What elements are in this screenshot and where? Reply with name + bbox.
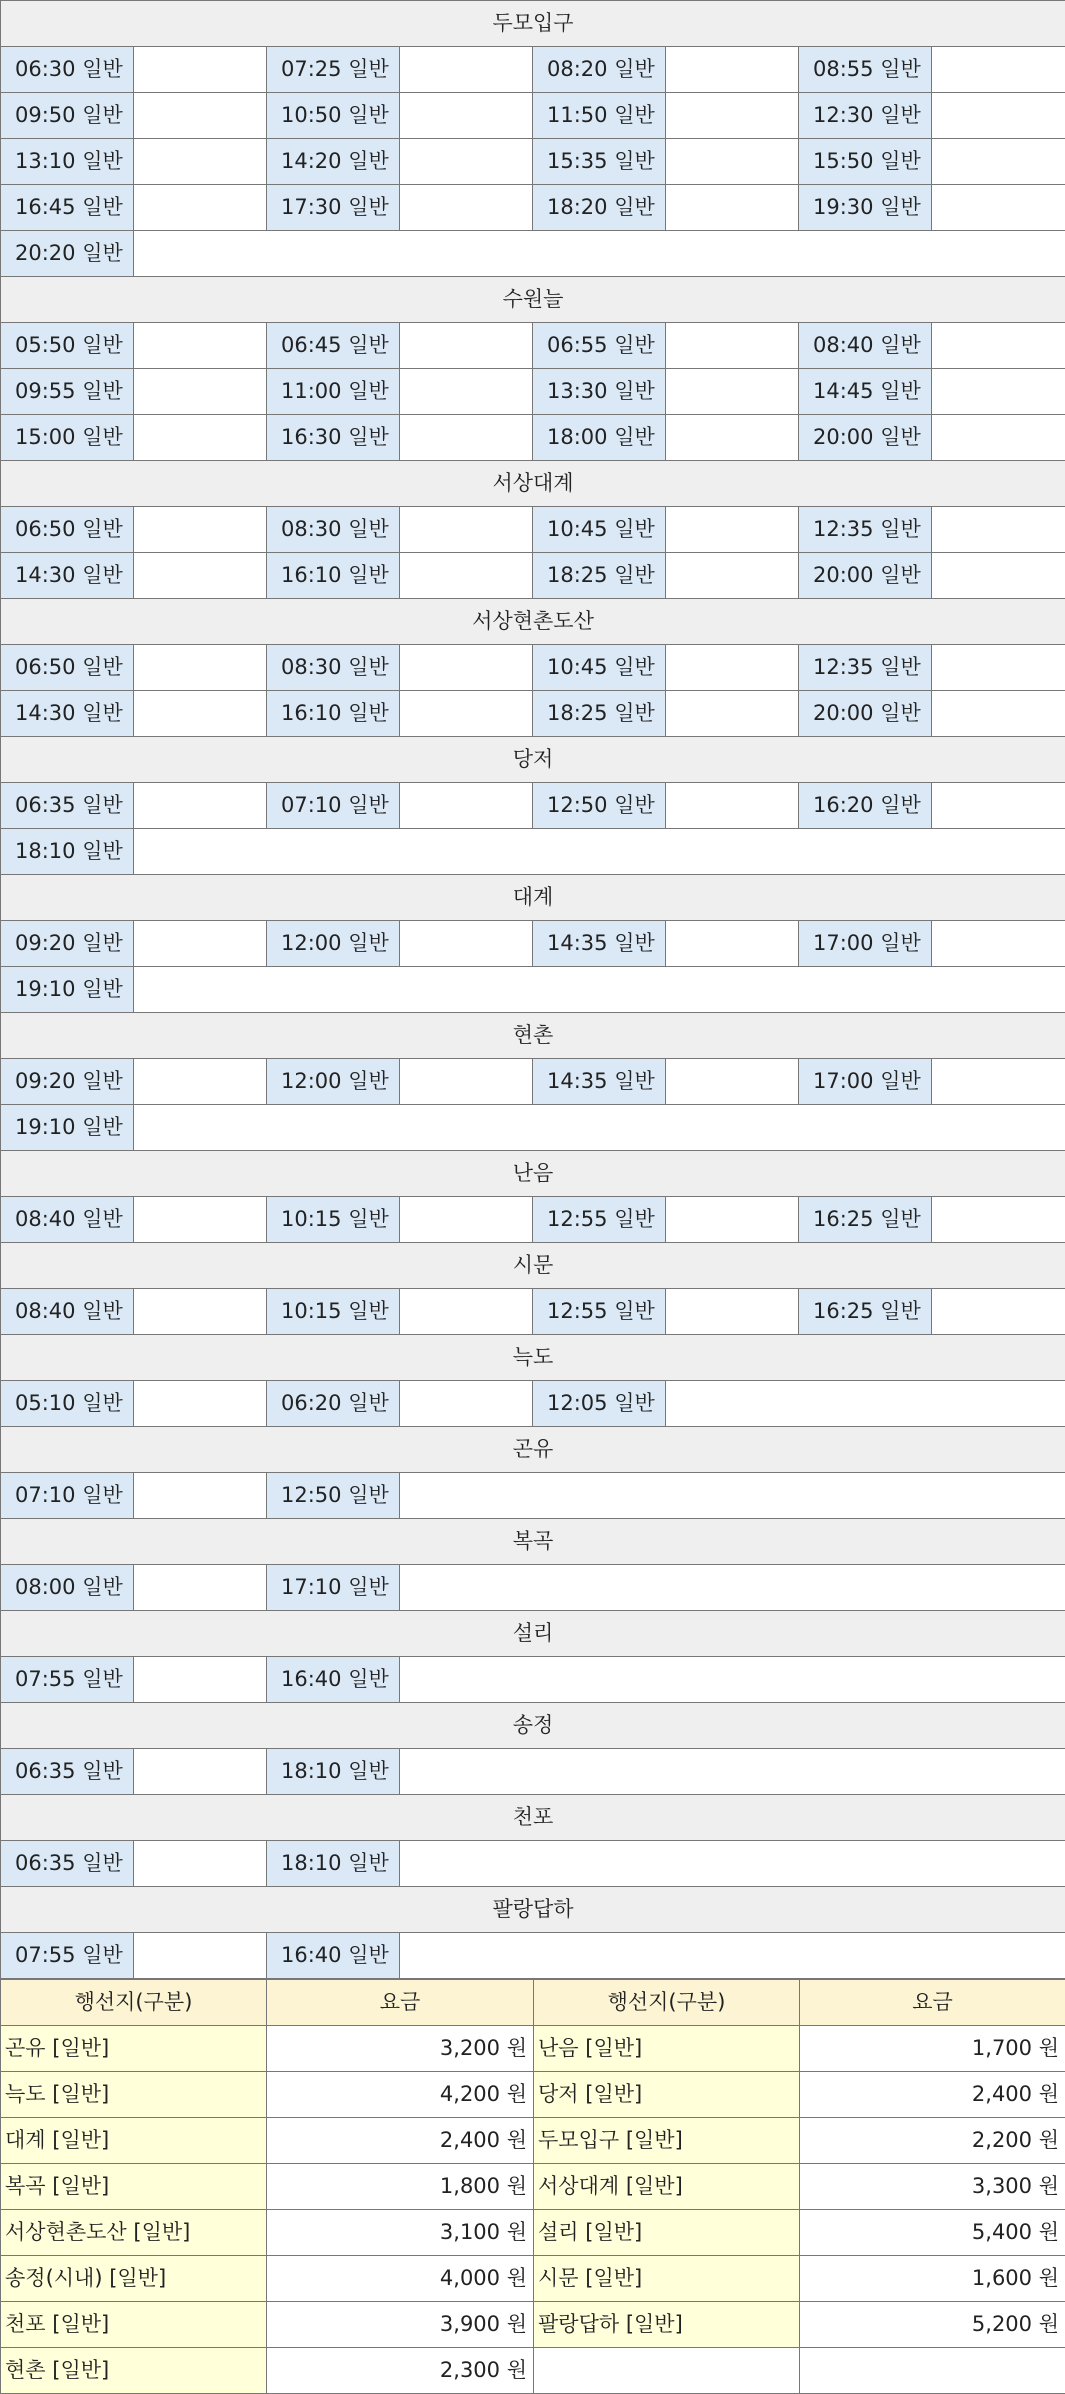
- section-header-row: [1, 1611, 1065, 1657]
- time-row: [1, 1105, 1065, 1151]
- destination-title: 복곡: [1, 1519, 1065, 1565]
- fare-destination: 난음 [일반]: [534, 2026, 800, 2072]
- fare-destination: 설리 [일반]: [534, 2210, 800, 2256]
- section-header-row: [1, 461, 1065, 507]
- destination-title: 현촌: [1, 1013, 1065, 1059]
- empty-cell: [134, 139, 267, 185]
- departure-time: 18:00 일반: [533, 415, 666, 461]
- departure-time: 10:50 일반: [267, 93, 400, 139]
- departure-time: 07:10 일반: [267, 783, 400, 829]
- departure-time: 14:30 일반: [1, 553, 134, 599]
- empty-cell: [134, 415, 267, 461]
- time-row: [1, 1933, 1065, 1979]
- time-row: [1, 1381, 1065, 1427]
- empty-cell: [134, 507, 267, 553]
- empty-cell: [666, 645, 799, 691]
- departure-time: 10:15 일반: [267, 1197, 400, 1243]
- fare-price: 3,900 원: [267, 2302, 534, 2348]
- empty-cell: [666, 507, 799, 553]
- empty-cell: [932, 93, 1065, 139]
- departure-time: 14:35 일반: [533, 1059, 666, 1105]
- departure-time: 19:10 일반: [1, 1105, 134, 1151]
- departure-time: 08:55 일반: [799, 47, 932, 93]
- fare-row: [1, 2256, 1065, 2302]
- time-row: [1, 93, 1065, 139]
- fare-row: [1, 2302, 1065, 2348]
- departure-time: 08:20 일반: [533, 47, 666, 93]
- departure-time: 20:20 일반: [1, 231, 134, 277]
- departure-time: 14:20 일반: [267, 139, 400, 185]
- empty-cell: [666, 691, 799, 737]
- fare-table: [0, 1979, 1065, 2394]
- departure-time: 07:55 일반: [1, 1933, 134, 1979]
- time-row: [1, 1565, 1065, 1611]
- destination-title: 송정: [1, 1703, 1065, 1749]
- destination-column-header: 행선지(구분): [1, 1980, 267, 2026]
- empty-cell: [400, 185, 533, 231]
- time-row: [1, 645, 1065, 691]
- time-row: [1, 231, 1065, 277]
- empty-cell: [134, 185, 267, 231]
- empty-cell: [800, 2348, 1065, 2394]
- empty-cell: [134, 1105, 1065, 1151]
- departure-time: 07:55 일반: [1, 1657, 134, 1703]
- empty-cell: [932, 323, 1065, 369]
- empty-cell: [400, 1289, 533, 1335]
- empty-cell: [666, 1381, 1065, 1427]
- departure-time: 17:00 일반: [799, 1059, 932, 1105]
- fare-price: 2,300 원: [267, 2348, 534, 2394]
- empty-cell: [400, 369, 533, 415]
- empty-cell: [400, 1059, 533, 1105]
- section-header-row: [1, 1887, 1065, 1933]
- departure-time: 15:35 일반: [533, 139, 666, 185]
- time-row: [1, 369, 1065, 415]
- empty-cell: [932, 1059, 1065, 1105]
- destination-title: 대계: [1, 875, 1065, 921]
- empty-cell: [666, 921, 799, 967]
- departure-time: 06:20 일반: [267, 1381, 400, 1427]
- empty-cell: [134, 323, 267, 369]
- destination-title: 서상현촌도산: [1, 599, 1065, 645]
- fare-row: [1, 2026, 1065, 2072]
- empty-cell: [666, 369, 799, 415]
- empty-cell: [134, 553, 267, 599]
- fare-price: 3,200 원: [267, 2026, 534, 2072]
- empty-cell: [932, 921, 1065, 967]
- departure-time: 16:10 일반: [267, 553, 400, 599]
- destination-title: 시문: [1, 1243, 1065, 1289]
- empty-cell: [400, 645, 533, 691]
- departure-time: 18:10 일반: [267, 1841, 400, 1887]
- time-row: [1, 967, 1065, 1013]
- fare-destination: 천포 [일반]: [1, 2302, 267, 2348]
- empty-cell: [666, 415, 799, 461]
- departure-time: 18:25 일반: [533, 553, 666, 599]
- departure-time: 08:00 일반: [1, 1565, 134, 1611]
- departure-time: 17:00 일반: [799, 921, 932, 967]
- fare-price: 3,100 원: [267, 2210, 534, 2256]
- departure-time: 16:20 일반: [799, 783, 932, 829]
- departure-time: 13:10 일반: [1, 139, 134, 185]
- empty-cell: [134, 1933, 267, 1979]
- fare-price: 2,200 원: [800, 2118, 1065, 2164]
- departure-time: 09:55 일반: [1, 369, 134, 415]
- section-header-row: [1, 1795, 1065, 1841]
- departure-time: 13:30 일반: [533, 369, 666, 415]
- time-row: [1, 1749, 1065, 1795]
- empty-cell: [134, 1197, 267, 1243]
- fare-price: 4,200 원: [267, 2072, 534, 2118]
- section-header-row: [1, 1427, 1065, 1473]
- empty-cell: [932, 185, 1065, 231]
- empty-cell: [666, 1289, 799, 1335]
- empty-cell: [134, 1289, 267, 1335]
- fare-price: 2,400 원: [267, 2118, 534, 2164]
- empty-cell: [400, 93, 533, 139]
- departure-time: 12:50 일반: [267, 1473, 400, 1519]
- destination-title: 곤유: [1, 1427, 1065, 1473]
- empty-cell: [400, 1473, 1065, 1519]
- empty-cell: [134, 1565, 267, 1611]
- departure-time: 19:30 일반: [799, 185, 932, 231]
- departure-time: 07:25 일반: [267, 47, 400, 93]
- empty-cell: [134, 921, 267, 967]
- time-row: [1, 1197, 1065, 1243]
- empty-cell: [134, 1059, 267, 1105]
- section-header-row: [1, 1243, 1065, 1289]
- fare-destination: 서상현촌도산 [일반]: [1, 2210, 267, 2256]
- empty-cell: [932, 415, 1065, 461]
- empty-cell: [666, 47, 799, 93]
- fare-row: [1, 2348, 1065, 2394]
- destination-title: 당저: [1, 737, 1065, 783]
- departure-time: 08:40 일반: [1, 1289, 134, 1335]
- fare-destination: 팔랑답하 [일반]: [534, 2302, 800, 2348]
- time-row: [1, 553, 1065, 599]
- empty-cell: [400, 1749, 1065, 1795]
- departure-time: 05:50 일반: [1, 323, 134, 369]
- fare-row: [1, 2164, 1065, 2210]
- departure-time: 08:30 일반: [267, 645, 400, 691]
- empty-cell: [400, 553, 533, 599]
- departure-time: 12:35 일반: [799, 645, 932, 691]
- departure-time: 17:10 일반: [267, 1565, 400, 1611]
- section-header-row: [1, 1013, 1065, 1059]
- section-header-row: [1, 1519, 1065, 1565]
- departure-time: 16:10 일반: [267, 691, 400, 737]
- empty-cell: [666, 323, 799, 369]
- empty-cell: [400, 323, 533, 369]
- empty-cell: [400, 507, 533, 553]
- empty-cell: [666, 1197, 799, 1243]
- departure-time: 06:30 일반: [1, 47, 134, 93]
- time-row: [1, 1289, 1065, 1335]
- empty-cell: [400, 1197, 533, 1243]
- empty-cell: [134, 1841, 267, 1887]
- fare-destination: 대계 [일반]: [1, 2118, 267, 2164]
- departure-time: 06:50 일반: [1, 507, 134, 553]
- fare-price: 1,800 원: [267, 2164, 534, 2210]
- departure-time: 12:55 일반: [533, 1197, 666, 1243]
- empty-cell: [932, 1289, 1065, 1335]
- empty-cell: [666, 139, 799, 185]
- departure-time: 16:40 일반: [267, 1657, 400, 1703]
- empty-cell: [666, 93, 799, 139]
- time-row: [1, 185, 1065, 231]
- section-header-row: [1, 1151, 1065, 1197]
- empty-cell: [134, 967, 1065, 1013]
- time-row: [1, 921, 1065, 967]
- time-row: [1, 1841, 1065, 1887]
- time-row: [1, 783, 1065, 829]
- departure-time: 18:10 일반: [267, 1749, 400, 1795]
- departure-time: 16:25 일반: [799, 1197, 932, 1243]
- departure-time: 14:30 일반: [1, 691, 134, 737]
- departure-time: 10:45 일반: [533, 507, 666, 553]
- destination-title: 두모입구: [1, 1, 1065, 47]
- time-row: [1, 691, 1065, 737]
- empty-cell: [134, 369, 267, 415]
- empty-cell: [400, 1657, 1065, 1703]
- empty-cell: [932, 139, 1065, 185]
- departure-time: 10:45 일반: [533, 645, 666, 691]
- empty-cell: [134, 231, 1065, 277]
- fare-destination: 복곡 [일반]: [1, 2164, 267, 2210]
- empty-cell: [534, 2348, 800, 2394]
- fare-row: [1, 2210, 1065, 2256]
- fare-price: 5,400 원: [800, 2210, 1065, 2256]
- departure-time: 12:05 일반: [533, 1381, 666, 1427]
- departure-time: 12:00 일반: [267, 1059, 400, 1105]
- empty-cell: [666, 553, 799, 599]
- section-header-row: [1, 599, 1065, 645]
- fare-price: 1,600 원: [800, 2256, 1065, 2302]
- section-header-row: [1, 875, 1065, 921]
- departure-time: 06:55 일반: [533, 323, 666, 369]
- departure-time: 16:25 일반: [799, 1289, 932, 1335]
- departure-time: 18:25 일반: [533, 691, 666, 737]
- time-row: [1, 1657, 1065, 1703]
- departure-time: 12:50 일반: [533, 783, 666, 829]
- destination-title: 천포: [1, 1795, 1065, 1841]
- empty-cell: [932, 47, 1065, 93]
- empty-cell: [134, 829, 1065, 875]
- empty-cell: [932, 553, 1065, 599]
- departure-time: 12:30 일반: [799, 93, 932, 139]
- departure-time: 18:20 일반: [533, 185, 666, 231]
- departure-time: 09:50 일반: [1, 93, 134, 139]
- time-row: [1, 139, 1065, 185]
- departure-time: 16:30 일반: [267, 415, 400, 461]
- departure-time: 06:35 일반: [1, 783, 134, 829]
- destination-title: 난음: [1, 1151, 1065, 1197]
- empty-cell: [134, 645, 267, 691]
- fare-column-header: 요금: [267, 1980, 534, 2026]
- departure-time: 06:35 일반: [1, 1841, 134, 1887]
- fare-price: 3,300 원: [800, 2164, 1065, 2210]
- fare-destination: 시문 [일반]: [534, 2256, 800, 2302]
- empty-cell: [134, 1749, 267, 1795]
- departure-time: 11:00 일반: [267, 369, 400, 415]
- time-row: [1, 829, 1065, 875]
- empty-cell: [932, 645, 1065, 691]
- fare-destination: 당저 [일반]: [534, 2072, 800, 2118]
- empty-cell: [134, 783, 267, 829]
- empty-cell: [400, 1933, 1065, 1979]
- empty-cell: [400, 1381, 533, 1427]
- empty-cell: [134, 691, 267, 737]
- fare-price: 1,700 원: [800, 2026, 1065, 2072]
- empty-cell: [932, 1197, 1065, 1243]
- empty-cell: [134, 47, 267, 93]
- fare-destination: 곤유 [일반]: [1, 2026, 267, 2072]
- departure-time: 11:50 일반: [533, 93, 666, 139]
- departure-time: 15:00 일반: [1, 415, 134, 461]
- time-row: [1, 323, 1065, 369]
- empty-cell: [932, 507, 1065, 553]
- departure-time: 08:40 일반: [1, 1197, 134, 1243]
- empty-cell: [134, 1473, 267, 1519]
- section-header-row: [1, 737, 1065, 783]
- fare-header-row: [1, 1980, 1065, 2026]
- departure-time: 06:50 일반: [1, 645, 134, 691]
- departure-time: 19:10 일반: [1, 967, 134, 1013]
- departure-time: 17:30 일반: [267, 185, 400, 231]
- time-row: [1, 415, 1065, 461]
- departure-time: 08:40 일반: [799, 323, 932, 369]
- departure-time: 05:10 일반: [1, 1381, 134, 1427]
- empty-cell: [666, 185, 799, 231]
- departure-time: 07:10 일반: [1, 1473, 134, 1519]
- fare-destination: 서상대계 [일반]: [534, 2164, 800, 2210]
- destination-title: 팔랑답하: [1, 1887, 1065, 1933]
- empty-cell: [666, 1059, 799, 1105]
- departure-time: 12:35 일반: [799, 507, 932, 553]
- time-row: [1, 1473, 1065, 1519]
- fare-row: [1, 2118, 1065, 2164]
- fare-column-header: 요금: [800, 1980, 1065, 2026]
- section-header-row: [1, 1335, 1065, 1381]
- departure-time: 08:30 일반: [267, 507, 400, 553]
- departure-time: 06:35 일반: [1, 1749, 134, 1795]
- empty-cell: [400, 921, 533, 967]
- empty-cell: [400, 783, 533, 829]
- empty-cell: [400, 139, 533, 185]
- fare-price: 5,200 원: [800, 2302, 1065, 2348]
- departure-time: 09:20 일반: [1, 1059, 134, 1105]
- empty-cell: [400, 47, 533, 93]
- section-header-row: [1, 1703, 1065, 1749]
- time-row: [1, 47, 1065, 93]
- empty-cell: [932, 369, 1065, 415]
- destination-column-header: 행선지(구분): [534, 1980, 800, 2026]
- fare-destination: 현촌 [일반]: [1, 2348, 267, 2394]
- empty-cell: [400, 1565, 1065, 1611]
- empty-cell: [134, 1381, 267, 1427]
- empty-cell: [400, 1841, 1065, 1887]
- departure-time: 20:00 일반: [799, 691, 932, 737]
- empty-cell: [134, 93, 267, 139]
- destination-title: 수원늘: [1, 277, 1065, 323]
- departure-time: 20:00 일반: [799, 415, 932, 461]
- fare-price: 4,000 원: [267, 2256, 534, 2302]
- departure-time: 12:00 일반: [267, 921, 400, 967]
- fare-destination: 두모입구 [일반]: [534, 2118, 800, 2164]
- time-row: [1, 1059, 1065, 1105]
- fare-destination: 송정(시내) [일반]: [1, 2256, 267, 2302]
- section-header-row: [1, 1, 1065, 47]
- departure-time: 16:45 일반: [1, 185, 134, 231]
- empty-cell: [932, 691, 1065, 737]
- empty-cell: [400, 415, 533, 461]
- empty-cell: [666, 783, 799, 829]
- departure-time: 16:40 일반: [267, 1933, 400, 1979]
- destination-title: 설리: [1, 1611, 1065, 1657]
- departure-time: 09:20 일반: [1, 921, 134, 967]
- departure-time: 12:55 일반: [533, 1289, 666, 1335]
- departure-time: 14:45 일반: [799, 369, 932, 415]
- empty-cell: [400, 691, 533, 737]
- fare-price: 2,400 원: [800, 2072, 1065, 2118]
- fare-row: [1, 2072, 1065, 2118]
- departure-time: 06:45 일반: [267, 323, 400, 369]
- departure-time: 18:10 일반: [1, 829, 134, 875]
- departure-time: 15:50 일반: [799, 139, 932, 185]
- destination-title: 늑도: [1, 1335, 1065, 1381]
- empty-cell: [134, 1657, 267, 1703]
- section-header-row: [1, 277, 1065, 323]
- time-row: [1, 507, 1065, 553]
- departure-time: 20:00 일반: [799, 553, 932, 599]
- destination-title: 서상대계: [1, 461, 1065, 507]
- fare-destination: 늑도 [일반]: [1, 2072, 267, 2118]
- empty-cell: [932, 783, 1065, 829]
- departure-time: 14:35 일반: [533, 921, 666, 967]
- departure-time: 10:15 일반: [267, 1289, 400, 1335]
